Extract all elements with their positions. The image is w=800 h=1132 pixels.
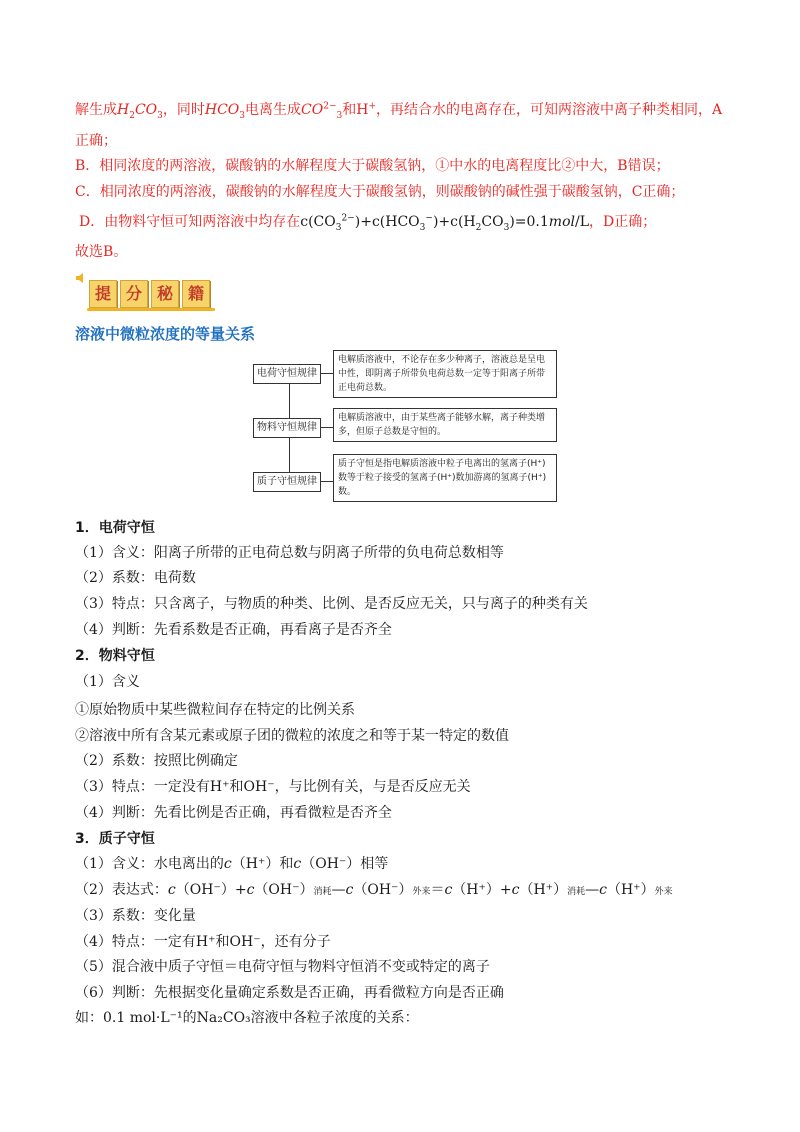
eq-part: /L (574, 214, 589, 230)
proton-text: （H⁺） (519, 882, 568, 898)
answer-text: ，再结合水的电离存在，可知两溶液中离子种类相同，A (376, 102, 723, 118)
material-item: （3）特点：一定没有H⁺和OH⁻，与比例有关，与是否反应无关 (75, 779, 471, 795)
diagram-box-material: 电解质溶液中，由于某些离子能够水解，离子种类增多，但原子总数是守恒的。 (333, 408, 557, 442)
example-line: 如：0.1 mol·L⁻¹的Na₂CO₃溶液中各粒子浓度的关系： (75, 1010, 419, 1026)
answer-text: D．由物料守恒可知两溶液中均存在 (79, 214, 301, 230)
answer-line-3: B．相同浓度的两溶液，碳酸钠的水解程度大于碳酸氢钠，①中水的电离程度比②中大，B错误； (75, 158, 670, 174)
proton-text: （OH⁻）相等 (301, 856, 389, 872)
answer-line-4: C．相同浓度的两溶液，碳酸钠的水解程度大于碳酸氢钠，则碳酸钠的碱性强于碳酸氢钠，C正确； (75, 184, 685, 200)
h2co3-formula: $H_2CO_3$ (117, 102, 163, 121)
proton-title: 3．质子守恒 (75, 831, 155, 847)
conc-symbol: c (246, 882, 255, 898)
answer-text: ，D正确； (589, 214, 657, 230)
proton-text: （2）表达式： (75, 882, 168, 898)
proton-item-2 (75, 880, 673, 902)
proton-text: （OH⁻） (254, 882, 314, 898)
proton-subscript: 外来 (412, 887, 431, 897)
proton-item: （3）系数：变化量 (75, 908, 196, 924)
answer-text: ，同时 (162, 102, 205, 118)
proton-subscript: 外来 (654, 887, 673, 897)
eq-part: )+c(H (432, 214, 476, 230)
formula-h: H (117, 102, 130, 118)
charge-title: 1．电荷守恒 (75, 520, 155, 536)
answer-line-1: 解生成$H_2CO_3$，同时$HCO_3$电离生成$CO^{2-}_3$和H+，再结合水的电离存在，可知两溶液中离子种类相同，A (75, 101, 723, 121)
charge-item: （1）含义：阳离子所带的正电荷总数与阴离子所带的负电荷总数相等 (75, 545, 504, 561)
section-title: 溶液中微粒浓度的等量关系 (75, 325, 256, 343)
eq-unit: mol (548, 214, 575, 230)
speaker-icon (75, 272, 87, 284)
material-title: 2．物料守恒 (75, 648, 155, 664)
eq-part: )+c(HCO (354, 214, 420, 230)
answer-text: 和H (342, 102, 369, 118)
material-item: （1）含义 (75, 674, 140, 690)
answer-text: 电离生成 (245, 102, 302, 118)
proton-text: （H⁺） (606, 882, 655, 898)
badge-char: 分 (120, 280, 148, 308)
proton-text: （OH⁻） (353, 882, 413, 898)
conc-symbol: c (511, 882, 520, 898)
answer-text: 解生成 (75, 102, 117, 118)
proton-subscript: 消耗 (567, 887, 586, 897)
proton-item: （5）混合液中质子守恒＝电荷守恒与物料守恒消不变或特定的离子 (75, 959, 490, 975)
conc-symbol: c (444, 882, 453, 898)
diagram-box-charge: 电解质溶液中，不论存在多少种离子，溶液总是呈电中性，即阴离子所带负电荷总数一定等于阳离子所带正电荷总数。 (333, 350, 557, 398)
proton-text: — (585, 882, 600, 898)
charge-item: （4）判断：先看系数是否正确，再看离子是否齐全 (75, 622, 392, 638)
answer-line-6: 故选B。 (75, 244, 128, 260)
diagram-label-material: 物料守恒规律 (253, 418, 321, 438)
proton-text: （H⁺）和 (231, 856, 294, 872)
answer-line-2: 正确； (75, 133, 117, 149)
proton-text: （H⁺）+ (452, 882, 512, 898)
material-item: （2）系数：按照比例确定 (75, 753, 238, 769)
diagram-label-charge: 电荷守恒规律 (253, 364, 321, 384)
answer-line-5 (79, 212, 656, 232)
eq-part: )=0.1 (509, 214, 549, 230)
material-item: ①原始物质中某些微粒间存在特定的比例关系 (75, 702, 355, 718)
conservation-diagram (253, 350, 553, 510)
tip-badge (75, 278, 215, 314)
proton-text: （1）含义：水电离出的 (75, 856, 224, 872)
proton-item: （4）特点：一定有H⁺和OH⁻，还有分子 (75, 934, 331, 950)
eq-part: c(CO (300, 214, 336, 230)
badge-char: 籍 (182, 280, 210, 308)
badge-char: 秘 (151, 280, 179, 308)
proton-text: — (331, 882, 346, 898)
conc-symbol: c (345, 882, 354, 898)
material-item: （4）判断：先看比例是否正确，再看微粒是否齐全 (75, 805, 392, 821)
badge-char: 提 (89, 280, 117, 308)
conc-symbol: c (293, 856, 302, 872)
proton-subscript: 消耗 (313, 887, 332, 897)
diagram-label-proton: 质子守恒规律 (253, 472, 321, 492)
co3-formula: CO (301, 102, 324, 118)
proton-item: （6）判断：先根据变化量确定系数是否正确，再看微粒方向是否正确 (75, 985, 504, 1001)
proton-item-1 (75, 854, 388, 874)
material-item: ②溶液中所有含某元素或原子团的微粒的浓度之和等于某一特定的数值 (75, 728, 509, 744)
material-balance-equation: $c(CO_3^{2-})+c(HCO_3^-)+c(H_2CO_3)=0.1mol/L$ (300, 213, 589, 233)
charge-item: （3）特点：只含离子，与物质的种类、比例、是否反应无关，只与离子的种类有关 (75, 596, 588, 612)
hco3-formula: HCO (204, 102, 240, 118)
charge-item: （2）系数：电荷数 (75, 570, 196, 586)
badge-underline (87, 308, 215, 311)
conc-symbol: c (599, 882, 607, 898)
proton-text: （OH⁻）+ (175, 882, 247, 898)
diagram-box-proton: 质子守恒是指电解质溶液中粒子电离出的氢离子(H⁺)数等于粒子接受的氢离子(H⁺)数加游离的氢离子(H⁺)数。 (333, 454, 557, 502)
conc-symbol: c (223, 856, 232, 872)
conc-symbol: c (167, 882, 176, 898)
proton-text: ＝ (430, 882, 445, 898)
